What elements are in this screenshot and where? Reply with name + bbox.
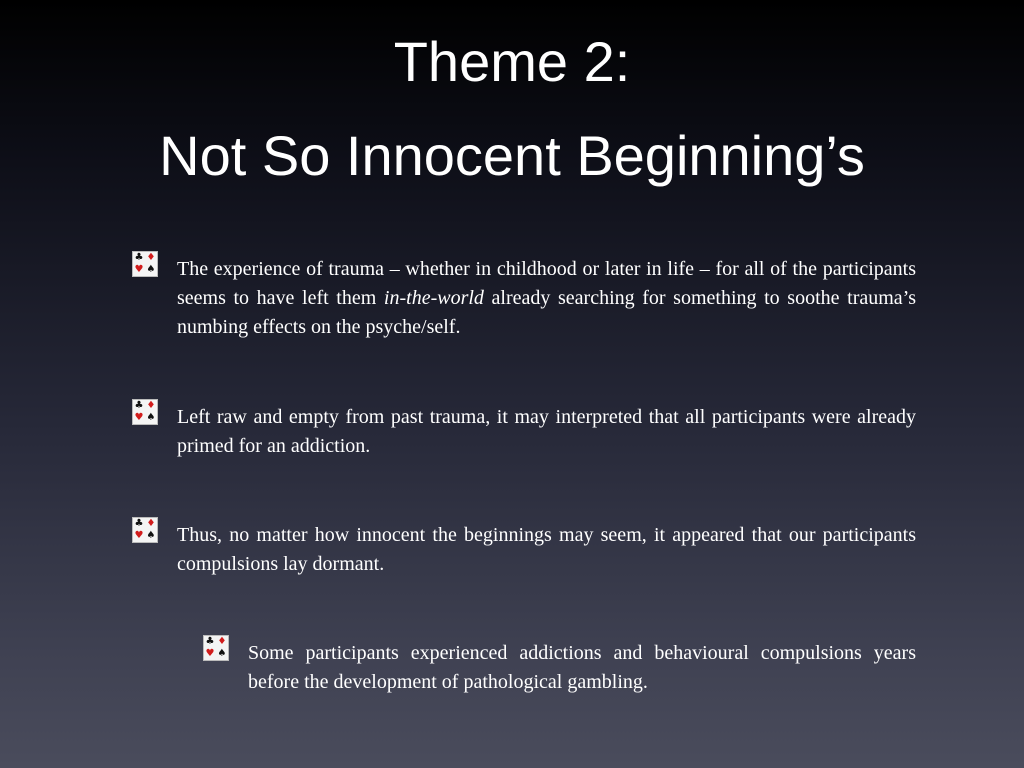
bullet-item xyxy=(132,400,917,461)
sub-bullet-text: Some participants experienced addictions and behavioural compulsions years before the development of pathological gambling. xyxy=(248,642,916,693)
bullet-text-part: already searching for something to soothe trauma’s numbing effects on the psyche/self. xyxy=(177,287,917,338)
slide-title xyxy=(0,30,1024,188)
title-line-2: Not So Innocent Beginning’s xyxy=(159,124,865,187)
bullet-text-part: The experience of trauma – whether in childhood or later in life – for all of the participants seems to have left them xyxy=(177,258,916,309)
playing-cards-icon: ♣ ♦ ♥ ♠ xyxy=(132,517,158,543)
playing-cards-icon: ♣ ♦ ♥ ♠ xyxy=(132,399,158,425)
playing-cards-icon: ♣ ♦ ♥ ♠ xyxy=(203,635,229,661)
bullet-emphasis: in-the-world xyxy=(383,287,484,309)
playing-cards-icon: ♣ ♦ ♥ ♠ xyxy=(132,251,158,277)
sub-bullet-item xyxy=(203,636,917,697)
bullet-text xyxy=(177,255,916,342)
title-line-1: Theme 2: xyxy=(393,30,631,93)
bullet-text: Thus, no matter how innocent the beginnings may seem, it appeared that our participants compulsions lay dormant. xyxy=(177,524,916,575)
bullet-item xyxy=(132,518,917,579)
bullet-item xyxy=(132,252,917,342)
bullet-text: Left raw and empty from past trauma, it may interpreted that all participants were already primed for an addiction. xyxy=(177,406,916,457)
